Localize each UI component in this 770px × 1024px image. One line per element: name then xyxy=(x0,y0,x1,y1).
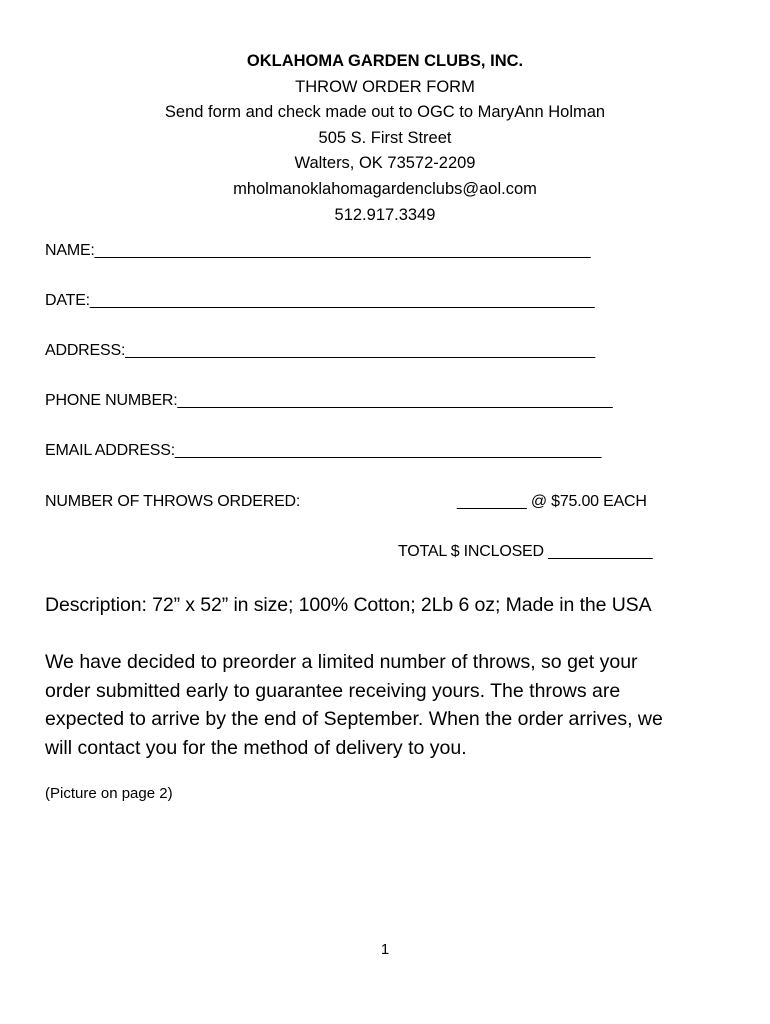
contact-email: mholmanoklahomagardenclubs@aol.com xyxy=(233,179,537,198)
throws-quantity-field[interactable]: ________ @ $75.00 EACH xyxy=(457,493,647,510)
paragraph-line: order submitted early to guarantee receiving yours. The throws are xyxy=(45,679,621,702)
form-header xyxy=(0,49,770,228)
paragraph-line: will contact you for the method of delivery to you. xyxy=(45,736,467,759)
product-description: Description: 72” x 52” in size; 100% Cotton; 2Lb 6 oz; Made in the USA xyxy=(45,594,652,616)
form-title: THROW ORDER FORM xyxy=(295,77,475,96)
name-field[interactable]: NAME:_________________________________________________________ xyxy=(45,242,591,259)
paragraph-line: We have decided to preorder a limited number of throws, so get your xyxy=(45,651,638,673)
throws-ordered-label: NUMBER OF THROWS ORDERED: xyxy=(45,493,301,510)
street-address: 505 S. First Street xyxy=(318,128,452,147)
picture-note: (Picture on page 2) xyxy=(45,785,173,802)
paragraph-line: expected to arrive by the end of September. When the order arrives, we xyxy=(45,708,663,730)
phone-number-field[interactable]: PHONE NUMBER:__________________________________________________ xyxy=(45,392,613,409)
send-instructions: Send form and check made out to OGC to MaryAnn Holman xyxy=(164,103,606,122)
city-state-zip: Walters, OK 73572-2209 xyxy=(294,154,476,173)
preorder-paragraph xyxy=(45,648,735,762)
page-number: 1 xyxy=(380,941,390,958)
organization-name: OKLAHOMA GARDEN CLUBS, INC. xyxy=(246,52,524,70)
contact-phone: 512.917.3349 xyxy=(334,205,436,224)
total-enclosed-field[interactable]: TOTAL $ INCLOSED ____________ xyxy=(398,543,653,560)
address-field[interactable]: ADDRESS:______________________________________________________ xyxy=(45,342,595,359)
email-address-field[interactable]: EMAIL ADDRESS:_________________________________________________ xyxy=(45,442,602,459)
date-field[interactable]: DATE:__________________________________________________________ xyxy=(45,292,595,309)
